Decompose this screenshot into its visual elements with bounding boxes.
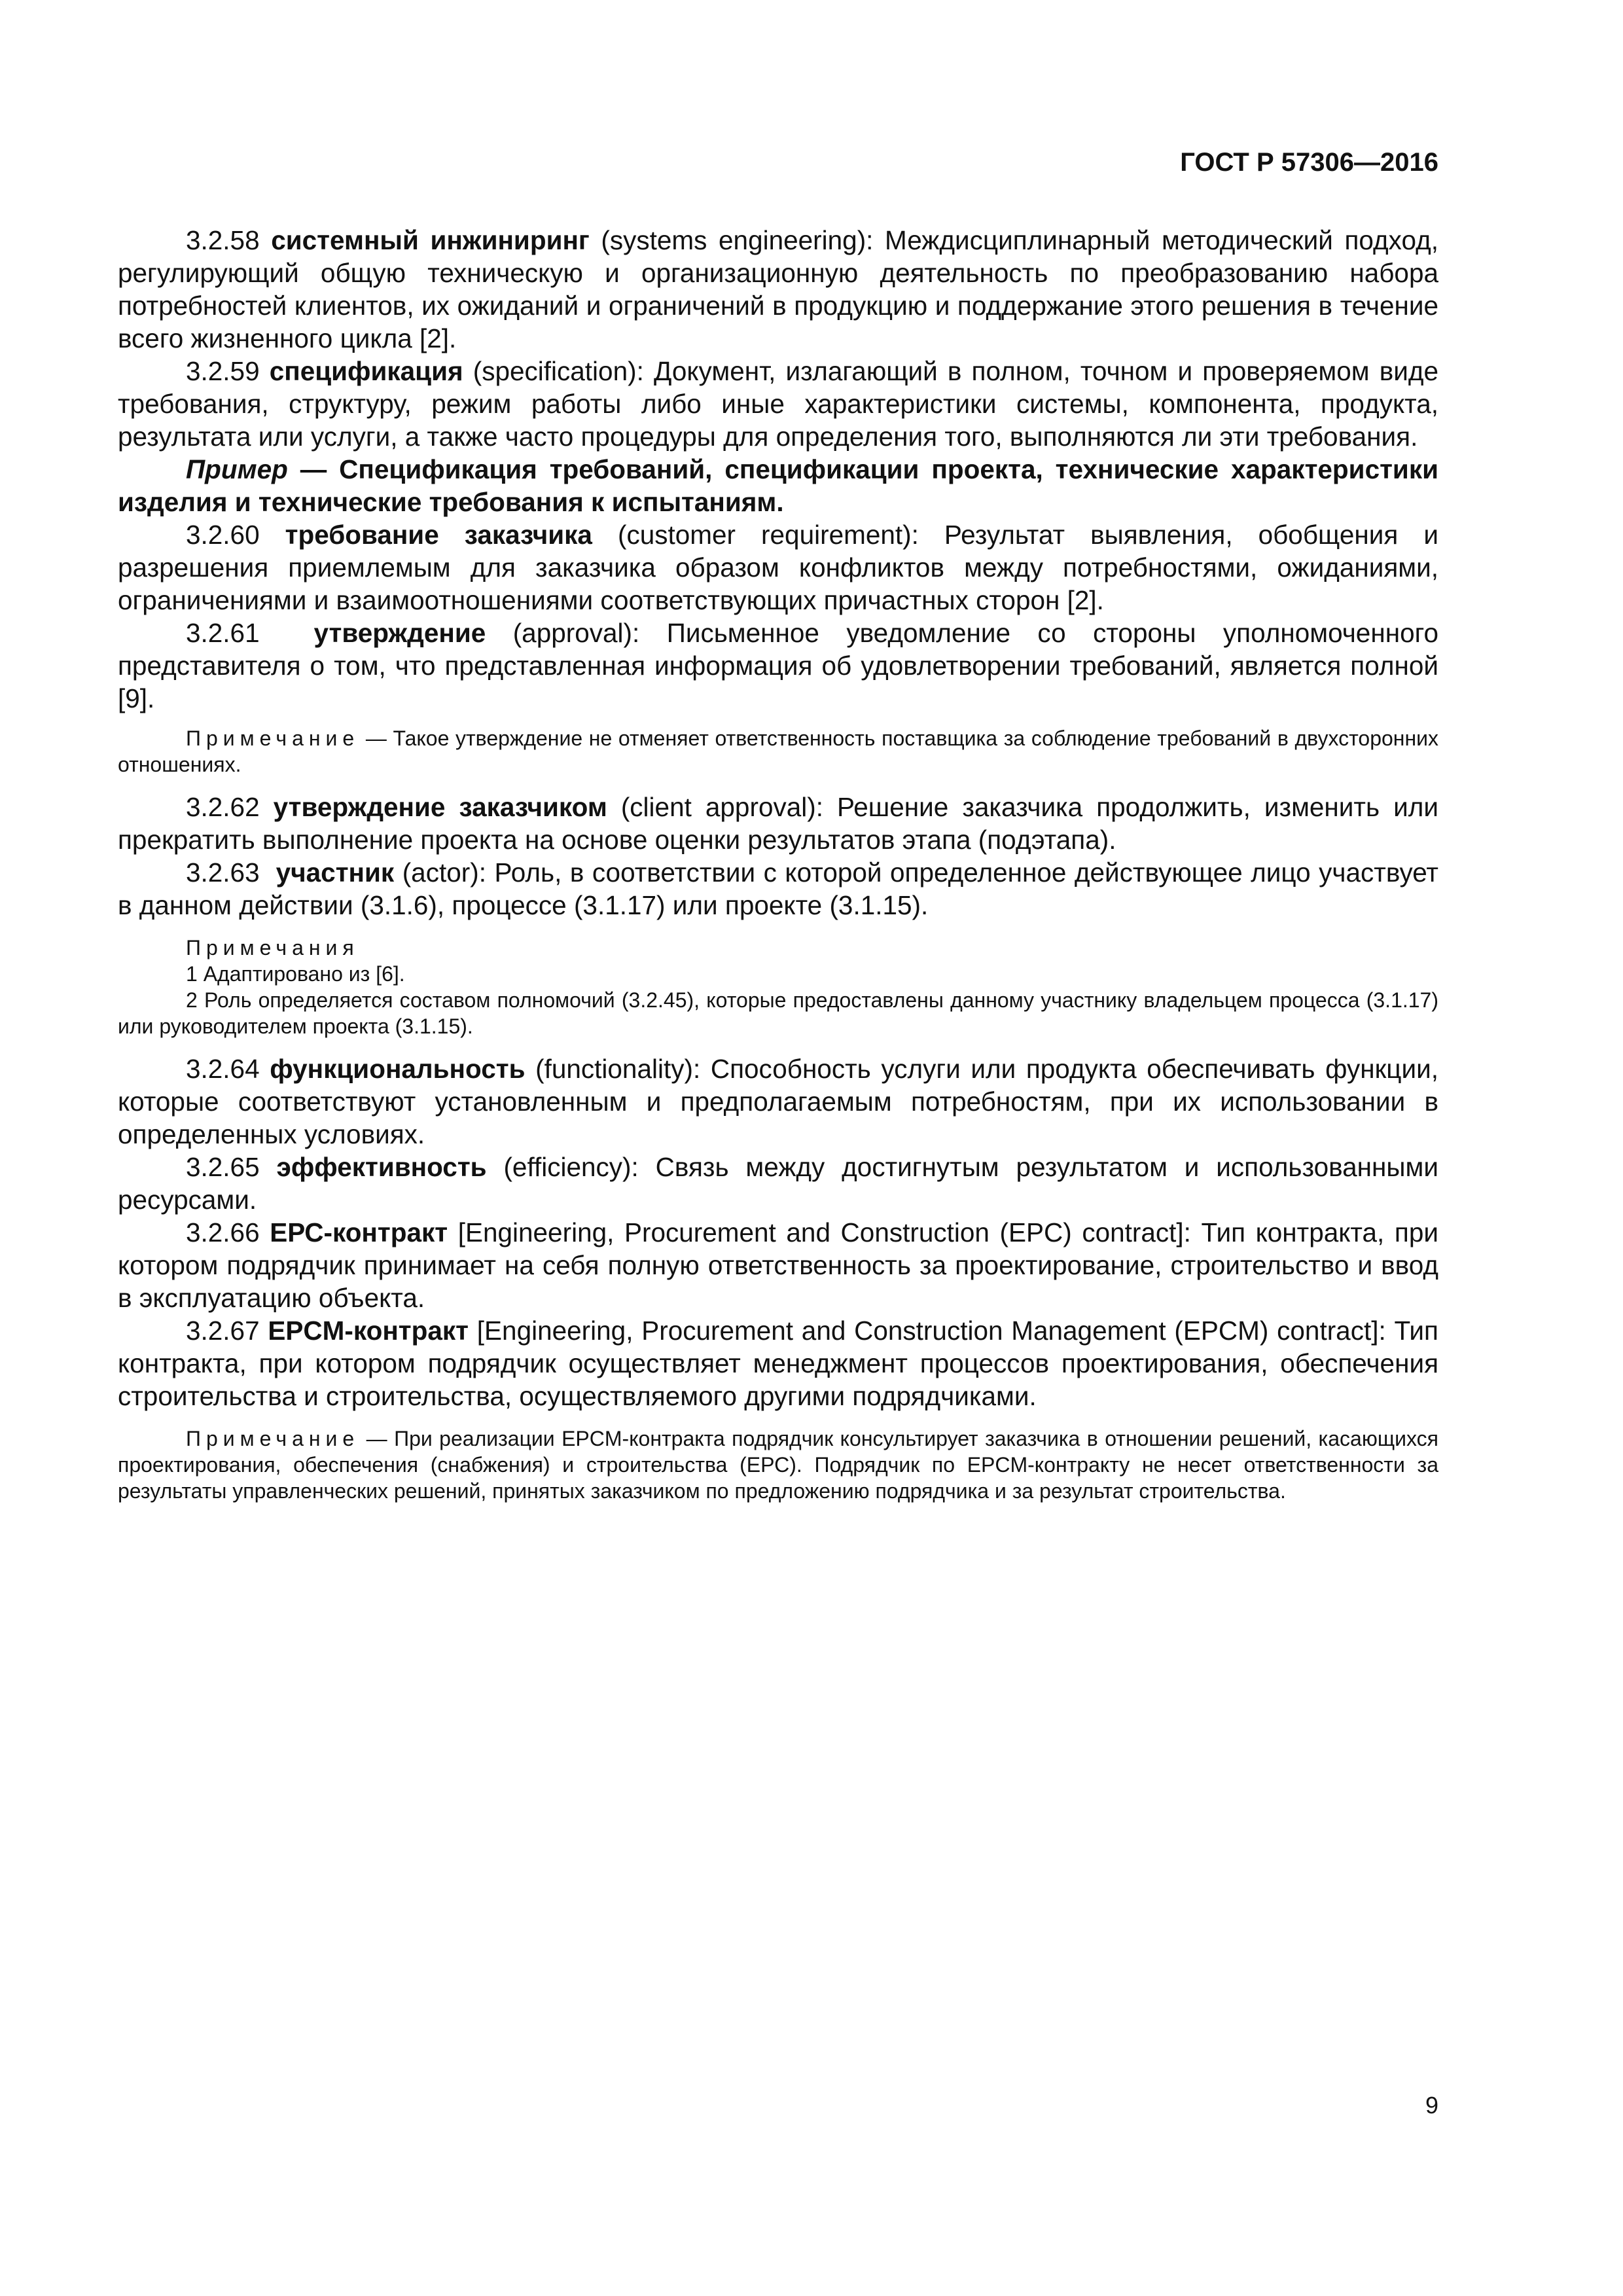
entry-term: участник <box>276 857 395 888</box>
term-entry-3-2-59 <box>118 355 1438 453</box>
entry-term: требование заказчика <box>285 520 592 550</box>
entry-number: 3.2.60 <box>186 520 260 550</box>
term-entry-3-2-58 <box>118 224 1438 355</box>
entry-term: системный инжиниринг <box>271 225 590 255</box>
entry-number: 3.2.63 <box>186 857 260 888</box>
entry-term: ЕРС-контракт <box>270 1217 448 1247</box>
note-3-2-67 <box>118 1426 1438 1504</box>
example-label: Пример <box>186 454 288 484</box>
example-3-2-59 <box>118 453 1438 518</box>
entry-definition: (actor): Роль, в соответствии с которой определенное действующее лицо участвует в данном действии (3.1.6), процессе (3.1.17) или проекте (3.1.15). <box>118 857 1438 920</box>
term-entry-3-2-60 <box>118 518 1438 617</box>
document-header: ГОСТ Р 57306—2016 <box>1180 148 1438 177</box>
term-entry-3-2-63 <box>118 856 1438 922</box>
term-entry-3-2-64 <box>118 1052 1438 1151</box>
entry-definition: [Engineering, Procurement and Construction Management (EPCM) contract]: Тип контракта, при котором подрядчик осуществляет менеджмент процессов проектирования, обеспечения строительства и строительства, осуществляемого другими подрядчиками. <box>118 1316 1438 1411</box>
entry-number: 3.2.61 <box>186 618 260 648</box>
term-entry-3-2-61 <box>118 617 1438 715</box>
entry-term: эффективность <box>276 1152 487 1182</box>
term-entry-3-2-62 <box>118 791 1438 856</box>
note-text: — При реализации EPCM-контракта подрядчик консультирует заказчика в отношении решений, касающихся проектирования, обеспечения (снабжения) и строительства (ЕРС). Подрядчик по EPCM-контракту не несет ответственности за результаты управленческих решений, принятых заказчиком по предложению подрядчика и за результат строительства. <box>118 1427 1438 1503</box>
entry-number: 3.2.58 <box>186 225 260 255</box>
entry-number: 3.2.62 <box>186 792 260 822</box>
entry-term: EPCM-контракт <box>268 1316 469 1346</box>
entry-definition: (customer requirement): Результат выявления, обобщения и разрешения приемлемым для заказчика образом конфликтов между потребностями, ожиданиями, ограничениями и взаимоотношениями соответствующих причастных сторон [2]. <box>118 520 1438 615</box>
note-3-2-61 <box>118 725 1438 778</box>
entry-definition: (specification): Документ, излагающий в полном, точном и проверяемом виде требования, структуру, режим работы либо иные характеристики системы, компонента, продукта, результата или услуги, а также часто процедуры для определения того, выполняются ли эти требования. <box>118 356 1438 452</box>
entry-term: утверждение заказчиком <box>273 792 607 822</box>
entry-term: функциональность <box>270 1054 526 1084</box>
entry-number: 3.2.59 <box>186 356 260 386</box>
entry-term: спецификация <box>269 356 463 386</box>
entry-number: 3.2.64 <box>186 1054 260 1084</box>
note-text: — Такое утверждение не отменяет ответственность поставщика за соблюдение требований в двухсторонних отношениях. <box>118 726 1438 776</box>
entry-number: 3.2.66 <box>186 1217 260 1247</box>
entry-definition: [Engineering, Procurement and Construction (EPC) contract]: Тип контракта, при котором подрядчик принимает на себя полную ответственность за проектирование, строительство и ввод в эксплуатацию объекта. <box>118 1217 1438 1313</box>
note-item: 2 Роль определяется составом полномочий (3.2.45), которые предоставлены данному участнику владельцем процесса (3.1.17) или руководителем проекта (3.1.15). <box>118 988 1438 1038</box>
entry-number: 3.2.67 <box>186 1316 260 1346</box>
entry-definition: (efficiency): Связь между достигнутым результатом и использованными ресурсами. <box>118 1152 1438 1215</box>
term-entry-3-2-67 <box>118 1314 1438 1412</box>
entry-definition: (functionality): Способность услуги или продукта обеспечивать функции, которые соответствуют установленным и предполагаемым потребностям, при их использовании в определенных условиях. <box>118 1054 1438 1149</box>
notes-3-2-63-heading: Примечания <box>186 936 359 960</box>
example-text: — Спецификация требований, спецификации проекта, технические характеристики изделия и технические требования к испытаниям. <box>118 454 1438 517</box>
entry-term: утверждение <box>313 618 486 648</box>
page-number: 9 <box>1425 2092 1438 2119</box>
entry-definition: (systems engineering): Междисциплинарный методический подход, регулирующий общую техническую и организационную деятельность по преобразованию набора потребностей клиентов, их ожиданий и ограничений в продукцию и поддержание этого решения в течение всего жизненного цикла [2]. <box>118 225 1438 353</box>
term-entry-3-2-65 <box>118 1151 1438 1216</box>
page-body <box>118 224 1438 1504</box>
entry-definition: (approval): Письменное уведомление со стороны уполномоченного представителя о том, что представленная информация об удовлетворении требований, является полной [9]. <box>118 618 1438 713</box>
entry-definition: (client approval): Решение заказчика продолжить, изменить или прекратить выполнение проекта на основе оценки результатов этапа (подэтапа). <box>118 792 1438 855</box>
entry-number: 3.2.65 <box>186 1152 260 1182</box>
term-entry-3-2-66 <box>118 1216 1438 1314</box>
note-label: Примечание <box>186 726 360 750</box>
note-label: Примечание <box>186 1427 360 1450</box>
note-item: 1 Адаптировано из [6]. <box>186 962 405 986</box>
